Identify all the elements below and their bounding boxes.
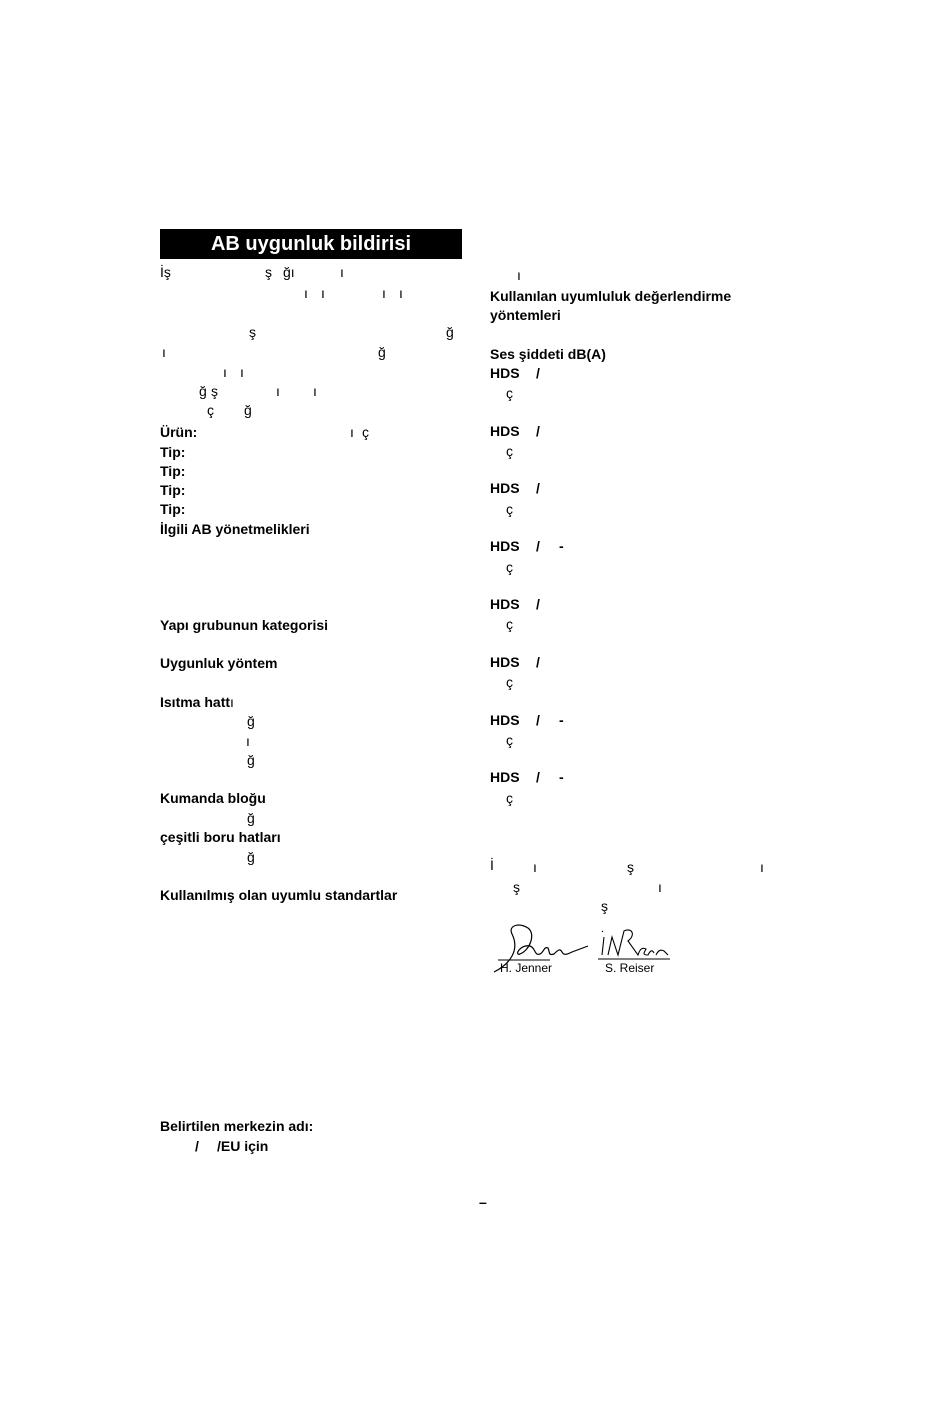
- closing-fragment: ı: [658, 879, 662, 895]
- control-heading: Kumanda bloğu: [160, 790, 266, 806]
- hds-model: HDS: [490, 769, 520, 785]
- intro-fragment: ı: [313, 383, 317, 399]
- product-fragment: ç: [362, 424, 369, 440]
- pipes-heading: çeşitli boru hatları: [160, 829, 281, 845]
- tip-label: Tip:: [160, 444, 186, 460]
- methods-heading-cont: yöntemleri: [490, 307, 561, 323]
- intro-fragment: ş: [265, 264, 272, 280]
- category-heading: Yapı grubunun kategorisi: [160, 617, 329, 633]
- hds-separator: /: [536, 480, 540, 496]
- intro-fragment: ı: [276, 383, 280, 399]
- intro-fragment: ı: [223, 364, 227, 380]
- heating-heading-tail: ı: [230, 694, 234, 710]
- sound-heading: Ses şiddeti dB(A): [490, 346, 606, 362]
- intro-fragment: ş: [249, 324, 256, 340]
- closing-fragment: İ: [490, 857, 494, 873]
- hds-model: HDS: [490, 654, 520, 670]
- closing-fragment: ş: [627, 859, 634, 875]
- hds-note: ç: [506, 443, 513, 459]
- hds-model: HDS: [490, 712, 520, 728]
- heating-fragment: ğ: [247, 752, 255, 768]
- hds-dash: -: [559, 712, 564, 728]
- hds-separator: /: [536, 596, 540, 612]
- hds-note: ç: [506, 674, 513, 690]
- heating-fragment: ğ: [247, 713, 255, 729]
- hds-note: ç: [506, 501, 513, 517]
- intro-fragment: ğ: [199, 383, 207, 399]
- intro-fragment: ş: [211, 383, 218, 399]
- tip-label: Tip:: [160, 482, 186, 498]
- intro-fragment: ğ: [446, 324, 454, 340]
- heating-heading-bold: Isıtma hatt: [160, 694, 231, 710]
- hds-separator: /: [536, 769, 540, 785]
- intro-fragment: ğ: [378, 344, 386, 360]
- heating-fragment: ı: [246, 733, 250, 749]
- intro-fragment: ı: [240, 364, 244, 380]
- pipes-fragment: ğ: [247, 849, 255, 865]
- page-title: AB uygunluk bildirisi: [160, 229, 462, 259]
- hds-note: ç: [506, 559, 513, 575]
- notified-body-directive: /EU için: [217, 1138, 269, 1154]
- directives-heading: İlgili AB yönetmelikleri: [160, 521, 310, 537]
- signatory-name: S. Reiser: [605, 961, 655, 975]
- product-fragment: ı: [350, 424, 354, 440]
- hds-model: HDS: [490, 480, 520, 496]
- conformity-heading: Uygunluk yöntem: [160, 655, 278, 671]
- hds-model: HDS: [490, 596, 520, 612]
- closing-fragment: ı: [533, 859, 537, 875]
- footer-dash: –: [479, 1194, 487, 1210]
- hds-separator: /: [536, 365, 540, 381]
- closing-fragment: ş: [601, 898, 608, 914]
- hds-note: ç: [506, 732, 513, 748]
- intro-fragment: ğı: [283, 264, 295, 280]
- tip-label: Tip:: [160, 501, 186, 517]
- signature-reiser-graphic: [598, 925, 673, 965]
- hds-separator: /: [536, 654, 540, 670]
- heating-heading: [160, 695, 234, 709]
- tip-label: Tip:: [160, 463, 186, 479]
- hds-dash: -: [559, 538, 564, 554]
- hds-separator: /: [536, 712, 540, 728]
- hds-model: HDS: [490, 365, 520, 381]
- hds-dash: -: [559, 769, 564, 785]
- intro-fragment: ı: [382, 285, 386, 301]
- right-fragment: ı: [517, 267, 521, 283]
- closing-fragment: ş: [513, 879, 520, 895]
- intro-fragment: ı: [162, 344, 166, 360]
- signatory-name: H. Jenner: [500, 961, 553, 975]
- notified-body-heading: Belirtilen merkezin adı:: [160, 1118, 314, 1134]
- hds-model: HDS: [490, 538, 520, 554]
- standards-heading: Kullanılmış olan uyumlu standartlar: [160, 887, 398, 903]
- hds-model: HDS: [490, 423, 520, 439]
- intro-fragment: İş: [160, 264, 171, 280]
- intro-fragment: ı: [399, 285, 403, 301]
- hds-separator: /: [536, 538, 540, 554]
- hds-note: ç: [506, 616, 513, 632]
- intro-fragment: ç: [207, 402, 214, 418]
- intro-fragment: ı: [321, 285, 325, 301]
- methods-heading: Kullanılan uyumluluk değerlendirme: [490, 288, 732, 304]
- notified-body-slash: /: [195, 1138, 199, 1154]
- closing-fragment: ı: [760, 859, 764, 875]
- product-label: Ürün:: [160, 424, 198, 440]
- hds-note: ç: [506, 385, 513, 401]
- intro-fragment: ğ: [244, 402, 252, 418]
- intro-fragment: ı: [304, 285, 308, 301]
- hds-separator: /: [536, 423, 540, 439]
- intro-fragment: ı: [340, 264, 344, 280]
- hds-note: ç: [506, 790, 513, 806]
- control-fragment: ğ: [247, 810, 255, 826]
